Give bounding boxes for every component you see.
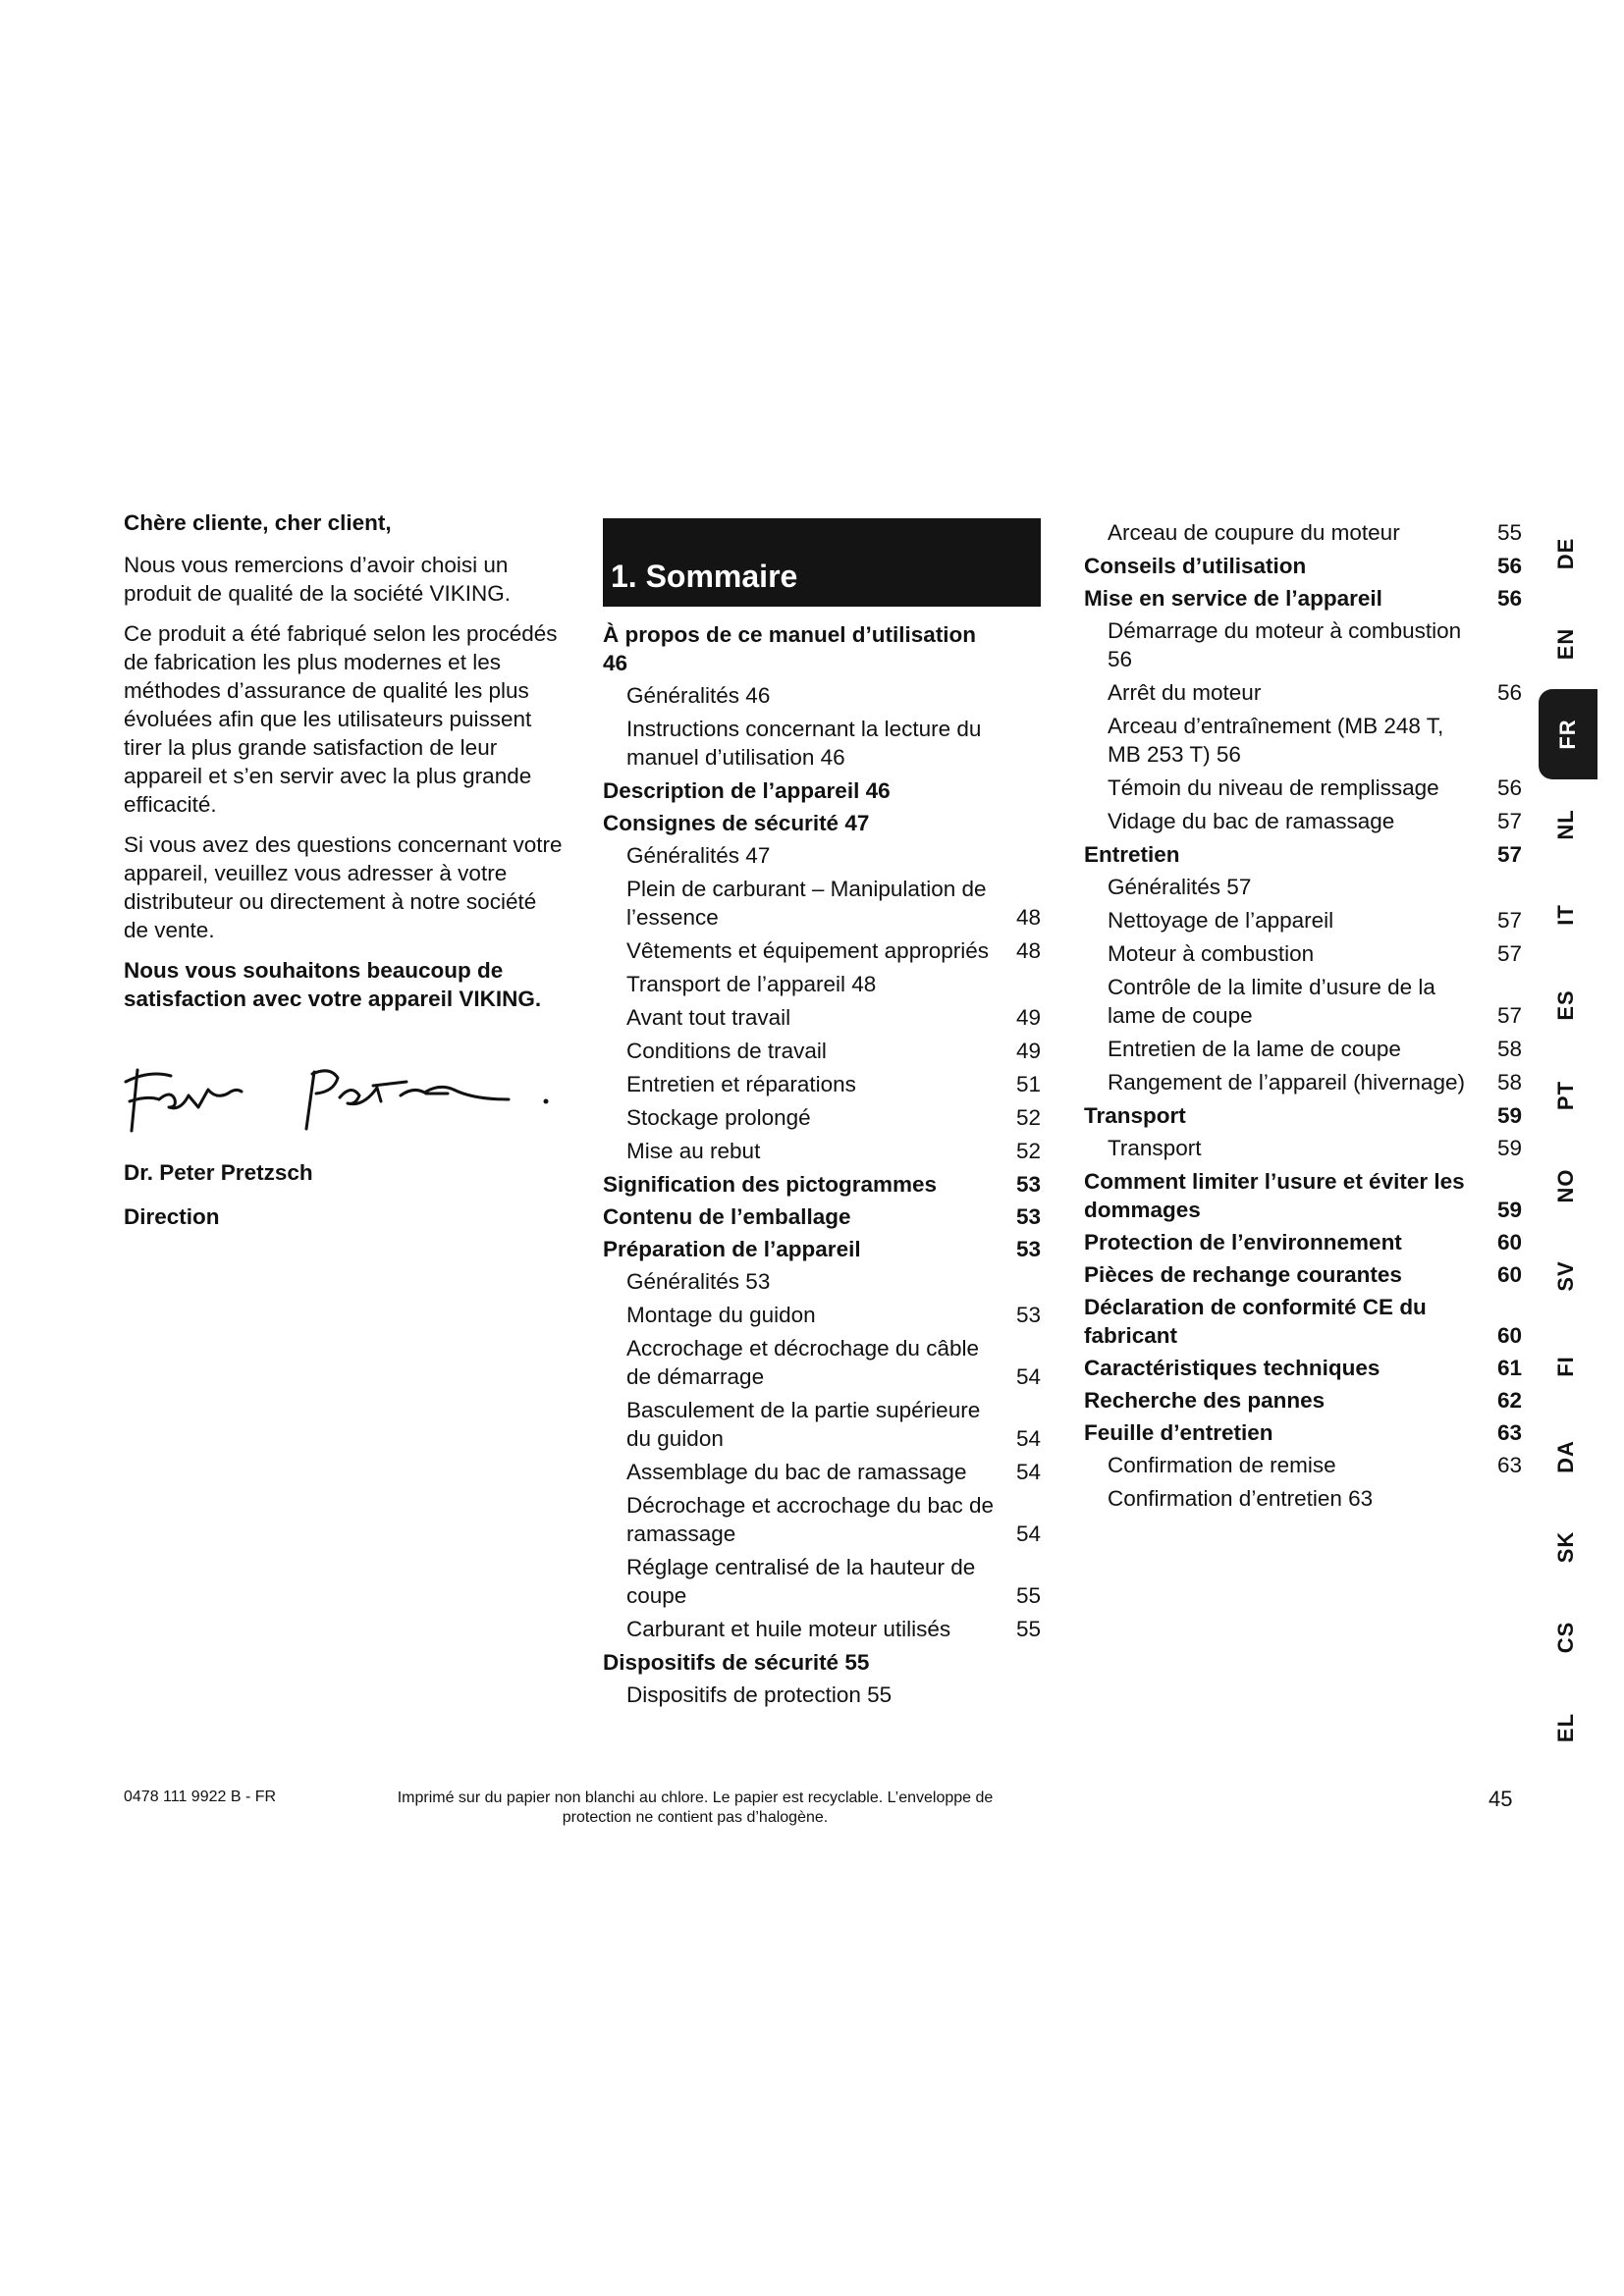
language-tab-en[interactable] [1537,599,1596,689]
toc-entry [1084,873,1522,901]
toc-entry-page: 60 [1496,1323,1522,1348]
toc-entry-label: Décrochage et accrochage du bac de ramassage [626,1493,994,1546]
toc-entry-label: Préparation de l’appareil [603,1237,861,1261]
toc-entry-label: Description de l’appareil 46 [603,778,891,803]
toc-entry-label: Arceau d’entraînement (MB 248 T, MB 253 T) 56 [1108,714,1444,767]
language-tab-label: NO [1553,1168,1578,1203]
letter-greeting: Chère cliente, cher client, [124,510,392,535]
toc-entry-label: Transport de l’appareil 48 [626,972,877,996]
toc-entry [603,809,1041,837]
toc-entry-label: Protection de l’environnement [1084,1230,1402,1255]
toc-entry [1084,1484,1522,1513]
toc-entry-label: Conditions de travail [626,1039,827,1063]
toc-entry-page: 54 [1015,1460,1041,1484]
toc-entry [1084,939,1522,968]
letter-paragraph-3: Si vous avez des questions concernant votre appareil, veuillez vous adresser à votre distributeur ou directement à notre société de vente. [124,832,563,942]
toc-entry-page: 55 [1015,1583,1041,1608]
toc-entry [1084,1035,1522,1063]
handwritten-signature [120,1052,552,1141]
toc-entry [603,715,1041,772]
toc-entry-label: Plein de carburant – Manipulation de l’essence [626,877,987,930]
toc-entry-label: Comment limiter l’usure et éviter les dommages [1084,1169,1465,1222]
toc-entry [603,1037,1041,1065]
toc-entry-label: Généralités 46 [626,683,771,708]
toc-entry [1084,1354,1522,1382]
language-tab-no[interactable] [1537,1141,1596,1231]
toc-entry-page: 59 [1496,1103,1522,1128]
toc-entry [603,620,1041,677]
toc-entry-page: 60 [1496,1262,1522,1287]
toc-entry-label: À propos de ce manuel d’utilisation 46 [603,622,977,675]
language-tab-nl[interactable] [1537,779,1596,870]
letter-paragraph-1: Nous vous remercions d’avoir choisi un produit de qualité de la société VIKING. [124,553,511,606]
toc-entry-label: Basculement de la partie supérieure du guidon [626,1398,981,1451]
toc-entry [1084,1260,1522,1289]
toc-entry [1084,1068,1522,1096]
toc-entry-page: 49 [1015,1005,1041,1030]
toc-entry-page: 49 [1015,1039,1041,1063]
toc-entry [1084,840,1522,869]
language-tab-label: CS [1553,1621,1578,1654]
toc-entry-page: 57 [1496,908,1522,933]
toc-entry-label: Instructions concernant la lecture du manuel d’utilisation 46 [626,717,982,770]
toc-entry [603,1553,1041,1610]
toc-entry-page: 53 [1015,1172,1041,1197]
toc-entry-page: 55 [1496,520,1522,545]
language-tab-pt[interactable] [1537,1050,1596,1141]
toc-entry-page: 58 [1496,1070,1522,1095]
toc-entry [1084,552,1522,580]
language-tab-da[interactable] [1537,1412,1596,1502]
language-tab-fi[interactable] [1537,1321,1596,1412]
toc-entry-label: Entretien et réparations [626,1072,856,1096]
toc-entry-label: Déclaration de conformité CE du fabricant [1084,1295,1427,1348]
toc-entry [603,970,1041,998]
toc-entry-page: 48 [1015,905,1041,930]
toc-entry [1084,1228,1522,1256]
section-header [603,518,1041,607]
language-tab-label: PT [1553,1080,1578,1111]
language-tabs [1537,508,1596,1773]
toc-entry-page: 57 [1496,842,1522,867]
toc-entry [1084,1386,1522,1415]
toc-entry [1084,1134,1522,1162]
toc-list [1084,518,1522,1513]
toc-entry-page: 59 [1496,1136,1522,1160]
toc-entry [603,681,1041,710]
toc-entry-page: 62 [1496,1388,1522,1413]
toc-entry-label: Confirmation d’entretien 63 [1108,1486,1374,1511]
toc-entry [603,1103,1041,1132]
toc-entry-label: Contenu de l’emballage [603,1204,851,1229]
toc-entry [1084,712,1522,769]
toc-entry-label: Moteur à combustion [1108,941,1315,966]
toc-entry-label: Carburant et huile moteur utilisés [626,1617,951,1641]
toc-entry-page: 54 [1015,1426,1041,1451]
signer-name: Dr. Peter Pretzsch [124,1160,313,1185]
toc-entry-page: 51 [1015,1072,1041,1096]
toc-entry [1084,906,1522,934]
toc-entry [603,875,1041,932]
toc-entry-page: 56 [1496,554,1522,578]
toc-entry-page: 52 [1015,1139,1041,1163]
toc-entry [1084,1101,1522,1130]
toc-entry-label: Transport [1108,1136,1202,1160]
toc-entry-label: Confirmation de remise [1108,1453,1336,1477]
toc-entry-label: Signification des pictogrammes [603,1172,938,1197]
toc-entry [603,841,1041,870]
toc-entry-page: 54 [1015,1522,1041,1546]
toc-entry [1084,616,1522,673]
language-tab-label: SK [1553,1530,1578,1564]
language-tab-cs[interactable] [1537,1592,1596,1682]
toc-entry-label: Dispositifs de sécurité 55 [603,1650,870,1675]
toc-entry [1084,807,1522,835]
toc-entry-label: Contrôle de la limite d’usure de la lame de coupe [1108,975,1435,1028]
toc-entry-label: Généralités 57 [1108,875,1252,899]
toc-entry [603,936,1041,965]
language-tab-label: FI [1553,1356,1578,1377]
toc-entry-page: 53 [1015,1237,1041,1261]
page-number: 45 [1489,1787,1513,1811]
toc-entry-label: Dispositifs de protection 55 [626,1682,893,1707]
toc-entry [1084,1293,1522,1350]
toc-entry-page: 57 [1496,1003,1522,1028]
toc-column-2 [1084,518,1522,1518]
toc-entry-label: Généralités 47 [626,843,771,868]
toc-entry-label: Assemblage du bac de ramassage [626,1460,967,1484]
toc-column-1 [603,518,1041,1714]
toc-entry [603,1681,1041,1709]
toc-entry-label: Feuille d’entretien [1084,1420,1273,1445]
signer-role: Direction [124,1204,220,1229]
toc-entry-label: Accrochage et décrochage du câble de démarrage [626,1336,979,1389]
toc-entry-page: 55 [1015,1617,1041,1641]
letter-paragraph-2: Ce produit a été fabriqué selon les procédés de fabrication les plus modernes et les méthodes d’assurance de qualité les plus évoluées afin que les utilisateurs puissent tirer la plus grande satisfaction de leur appareil et s’en servir avec la plus grande efficacité. [124,621,558,817]
toc-entry [603,776,1041,805]
toc-entry-label: Recherche des pannes [1084,1388,1326,1413]
toc-entry-label: Entretien de la lame de coupe [1108,1037,1401,1061]
toc-entry-page: 63 [1496,1453,1522,1477]
language-tab-de[interactable] [1537,508,1596,599]
language-tab-sk[interactable] [1537,1502,1596,1592]
toc-entry [603,1235,1041,1263]
toc-entry-label: Transport [1084,1103,1186,1128]
toc-entry-label: Montage du guidon [626,1303,816,1327]
toc-entry [603,1070,1041,1098]
toc-entry-page: 56 [1496,680,1522,705]
toc-entry-label: Rangement de l’appareil (hivernage) [1108,1070,1465,1095]
document-number: 0478 111 9922 B - FR [124,1789,277,1805]
toc-entry-page: 63 [1496,1420,1522,1445]
toc-entry [603,1334,1041,1391]
toc-entry [603,1202,1041,1231]
toc-entry-page: 60 [1496,1230,1522,1255]
language-tab-label: DA [1553,1440,1578,1473]
toc-entry [1084,518,1522,547]
toc-entry-label: Vêtements et équipement appropriés [626,938,989,963]
toc-entry [603,1137,1041,1165]
toc-entry-label: Pièces de rechange courantes [1084,1262,1402,1287]
toc-entry [603,1615,1041,1643]
toc-entry-page: 54 [1015,1364,1041,1389]
toc-entry-label: Consignes de sécurité 47 [603,811,870,835]
toc-entry [603,1491,1041,1548]
toc-entry [603,1458,1041,1486]
toc-entry-label: Arrêt du moteur [1108,680,1262,705]
toc-entry [1084,1451,1522,1479]
toc-entry [1084,774,1522,802]
toc-entry-page: 61 [1496,1356,1522,1380]
letter-closing: Nous vous souhaitons beaucoup de satisfaction avec votre appareil VIKING. [124,958,542,1011]
language-tab-el[interactable] [1537,1682,1596,1773]
toc-entry [1084,973,1522,1030]
toc-entry-page: 48 [1015,938,1041,963]
letter [124,508,566,1243]
toc-entry-page: 59 [1496,1198,1522,1222]
toc-entry-page: 57 [1496,941,1522,966]
toc-entry-page: 57 [1496,809,1522,833]
toc-entry [1084,1418,1522,1447]
language-tab-label: ES [1553,989,1578,1021]
toc-entry-label: Témoin du niveau de remplissage [1108,775,1439,800]
toc-entry-label: Mise au rebut [626,1139,761,1163]
language-tab-label: DE [1553,537,1578,570]
toc-entry-label: Avant tout travail [626,1005,791,1030]
toc-entry-label: Démarrage du moteur à combustion 56 [1108,618,1462,671]
language-tab-label: IT [1553,904,1578,926]
language-tab-label: FR [1555,719,1580,750]
language-tab-label: EL [1553,1712,1578,1743]
toc-entry-page: 56 [1496,775,1522,800]
toc-entry-page: 52 [1015,1105,1041,1130]
toc-entry-label: Vidage du bac de ramassage [1108,809,1395,833]
toc-entry [603,1267,1041,1296]
toc-list [603,620,1041,1709]
toc-entry-label: Stockage prolongé [626,1105,811,1130]
toc-entry-label: Nettoyage de l’appareil [1108,908,1334,933]
toc-entry [603,1648,1041,1677]
toc-entry-page: 58 [1496,1037,1522,1061]
toc-entry [603,1170,1041,1199]
language-tab-label: EN [1553,627,1578,661]
language-tab-sv[interactable] [1537,1231,1596,1321]
toc-entry-label: Réglage centralisé de la hauteur de coupe [626,1555,976,1608]
language-tab-label: NL [1553,809,1578,840]
toc-entry-label: Entretien [1084,842,1180,867]
language-tab-fr[interactable] [1539,689,1597,779]
toc-entry [603,1003,1041,1032]
toc-entry [603,1301,1041,1329]
language-tab-es[interactable] [1537,960,1596,1050]
toc-entry-page: 53 [1015,1303,1041,1327]
toc-entry-label: Conseils d’utilisation [1084,554,1307,578]
toc-entry-label: Mise en service de l’appareil [1084,586,1382,611]
toc-entry [1084,678,1522,707]
section-title: 1. Sommaire [611,559,798,594]
language-tab-label: SV [1553,1260,1578,1292]
toc-entry [1084,1167,1522,1224]
recycling-note: Imprimé sur du papier non blanchi au chlore. Le papier est recyclable. L’enveloppe de protection ne contient pas d’halogène. [397,1789,994,1826]
toc-entry-page: 53 [1015,1204,1041,1229]
language-tab-it[interactable] [1537,870,1596,960]
toc-entry-label: Caractéristiques techniques [1084,1356,1380,1380]
toc-entry [603,1396,1041,1453]
toc-entry-page: 56 [1496,586,1522,611]
toc-entry-label: Généralités 53 [626,1269,771,1294]
toc-entry [1084,584,1522,613]
toc-entry-label: Arceau de coupure du moteur [1108,520,1400,545]
